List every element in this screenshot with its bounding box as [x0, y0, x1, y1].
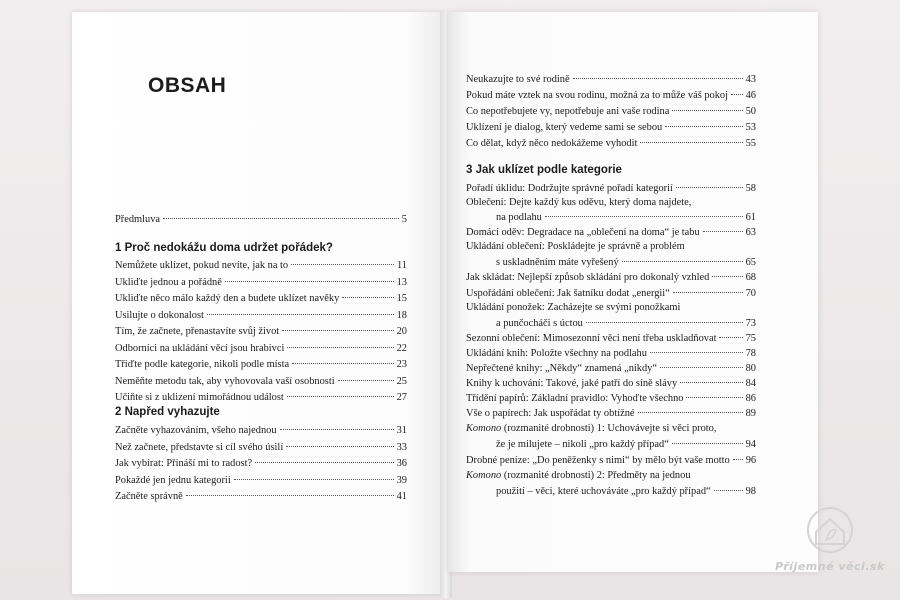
toc-entry: [115, 325, 407, 339]
toc-entry-page: 25: [396, 375, 407, 387]
toc-entry-page: 27: [396, 392, 407, 403]
toc-entry: s uskladněním máte vyřešený 65: [496, 257, 756, 268]
toc-entry-label: Neměňte metodu tak, aby vyhovovala vaší osobnosti: [115, 375, 335, 387]
toc-entry-page: 31: [396, 425, 407, 436]
toc-entry: [115, 457, 407, 471]
toc-entry: [115, 424, 407, 438]
toc-entry-page: 20: [396, 326, 407, 337]
toc-entry-label: Tím, že začnete, přenastavíte svůj život: [115, 326, 280, 337]
toc-entry: [115, 259, 407, 273]
toc-entry: [115, 391, 407, 405]
toc-heading: OBSAH: [148, 74, 227, 97]
toc-entry: [115, 490, 407, 504]
toc-entry-line1: Komono (rozmanité drobnosti) 2: Předměty na jednou: [466, 470, 691, 481]
toc-entry: Sezonní oblečení: Mimosezonní věci není třeba uskladňovat 75: [466, 333, 756, 344]
toc-entry: [115, 441, 407, 455]
toc-entry-page: 33: [396, 441, 407, 453]
leader-dots: [282, 330, 393, 331]
chapter-3-title: 3 Jak uklízet podle kategorie: [466, 164, 622, 176]
chapter-1-title: 1 Proč nedokážu doma udržet pořádek?: [115, 242, 333, 254]
toc-entry-page: 36: [396, 458, 407, 469]
toc-entry-label: Pokud máte vztek na svou rodinu, možná za to může váš pokoj: [466, 90, 729, 101]
toc-entry-line1: Oblečení: Dejte každý kus oděvu, který doma najdete,: [466, 197, 692, 208]
leader-dots: [287, 396, 394, 397]
toc-entry: [115, 292, 407, 306]
leader-dots: [225, 281, 394, 282]
toc-entry-label: Nemůžete uklízet, pokud nevíte, jak na to: [115, 260, 289, 271]
toc-entry: [115, 342, 407, 356]
toc-entry-label: Učiňte si z uklizení mimořádnou událost: [115, 392, 284, 403]
toc-entry: Třídění papírů: Základní pravidlo: Vyhoďte všechno 86: [466, 393, 756, 404]
toc-entry: [115, 358, 407, 372]
toc-entry: Uspořádání oblečení: Jak šatníku dodat „energii“ 70: [466, 288, 756, 299]
leader-dots: [280, 429, 394, 430]
toc-entry-label: Co nepotřebujete vy, nepotřebuje ani vaše rodina: [466, 106, 670, 117]
toc-entry-label: Třiďte podle kategorie, nikoli podle místa: [115, 359, 290, 370]
toc-entry-label: Co dělat, když něco nedokážeme vyhodit: [466, 138, 638, 149]
toc-entry-label: Začněte správně: [115, 491, 183, 502]
toc-entry-page: 11: [396, 260, 407, 271]
toc-entry-line1: Komono (rozmanité drobnosti) 1: Uchovávejte si věci proto,: [466, 423, 717, 434]
leader-dots: [665, 126, 742, 127]
toc-entry-line1: Ukládání ponožek: Zacházejte se svými ponožkami: [466, 302, 681, 313]
leader-dots: [255, 462, 394, 463]
watermark-text: Příjemné věci.sk: [775, 560, 885, 573]
leader-dots: [640, 142, 742, 143]
toc-entry: že je milujete – nikoli „pro každý případ“ 94: [496, 439, 756, 450]
toc-entry-page: 39: [396, 474, 407, 486]
leader-dots: [286, 446, 393, 447]
toc-entry: [466, 89, 756, 103]
chapter-2-title: 2 Napřed vyhazujte: [115, 406, 220, 418]
toc-entry: Jak skládat: Nejlepší způsob skládání pro dokonalý vzhled 68: [466, 272, 756, 283]
toc-entry-page: 13: [396, 276, 407, 288]
toc-entry-page: 41: [396, 491, 407, 502]
toc-entry: [466, 105, 756, 119]
toc-entry-page: 15: [396, 293, 407, 304]
toc-entry: použití – věci, které uchováváte „pro každý případ“ 98: [496, 486, 756, 497]
toc-entry: [466, 121, 756, 135]
toc-entry-label: Než začnete, představte si cíl svého úsilí: [115, 441, 284, 453]
leader-dots: [291, 264, 394, 265]
toc-entry-page: 23: [396, 359, 407, 370]
toc-entry: [466, 73, 756, 87]
leader-dots: [207, 314, 394, 315]
toc-entry-label: Odborníci na ukládání věcí jsou hrabivci: [115, 342, 285, 354]
toc-entry: a punčocháči s úctou 73: [496, 318, 756, 329]
toc-entry: [115, 309, 407, 323]
leader-dots: [292, 363, 394, 364]
toc-entry: [115, 375, 407, 389]
toc-entry: Vše o papírech: Jak uspořádat ty obtížné 89: [466, 408, 756, 419]
toc-entry: na podlahu 61: [496, 212, 756, 223]
toc-entry-intro: Předmluva 5: [115, 214, 407, 225]
toc-entry: Pořadí úklidu: Dodržujte správné pořadí kategorií 58: [466, 183, 756, 194]
watermark-logo: [770, 504, 890, 584]
leader-dots: [672, 110, 742, 111]
toc-entry: Knihy k uchování: Takové, jaké patří do síně slávy 84: [466, 378, 756, 389]
toc-entry-page: 46: [745, 90, 756, 101]
leader-dots: [731, 94, 743, 95]
leader-dots: [287, 347, 393, 348]
toc-entry-label: Ukliďte jednou a pořádně: [115, 276, 222, 288]
leader-dots: [342, 297, 393, 298]
leader-dots: [234, 479, 394, 480]
toc-entry-label: Neukazujte to své rodině: [466, 74, 570, 85]
toc-entry: Nepřečtené knihy: „Někdy“ znamená „nikdy“ 80: [466, 363, 756, 374]
toc-entry-label: Usilujte o dokonalost: [115, 309, 204, 321]
toc-entry-label: Jak vybírat: Přináší mi to radost?: [115, 458, 253, 469]
toc-entry-page: 55: [745, 138, 756, 149]
toc-entry-page: 50: [745, 106, 756, 117]
toc-entry: [115, 474, 407, 488]
toc-entry-label: Začněte vyhazováním, všeho najednou: [115, 425, 277, 436]
toc-entry-page: 53: [745, 122, 756, 133]
leader-dots: [186, 495, 394, 496]
toc-entry: Drobné peníze: „Do peněženky s nimi“ by mělo být vaše motto 96: [466, 455, 757, 466]
toc-entry-page: 18: [396, 309, 407, 321]
leader-dots: [338, 380, 394, 381]
toc-entry-label: Uklízení je dialog, který vedeme sami se sebou: [466, 122, 663, 133]
toc-entry: Ukládání knih: Položte všechny na podlahu 78: [466, 348, 756, 359]
toc-entry-page: 43: [745, 74, 756, 85]
house-leaf-icon: [770, 504, 890, 560]
toc-entry-line1: Ukládání oblečení: Poskládejte je správně a problém: [466, 241, 685, 252]
toc-entry: [115, 276, 407, 290]
toc-entry: [466, 137, 756, 151]
toc-entry-label: Ukliďte něco málo každý den a budete uklízet navěky: [115, 293, 340, 304]
leader-dots: [573, 78, 743, 79]
toc-entry-page: 22: [396, 342, 407, 354]
toc-entry: Domácí oděv: Degradace na „oblečení na doma“ je tabu 63: [466, 227, 756, 238]
toc-entry-label: Pokaždé jen jednu kategorii: [115, 474, 231, 486]
